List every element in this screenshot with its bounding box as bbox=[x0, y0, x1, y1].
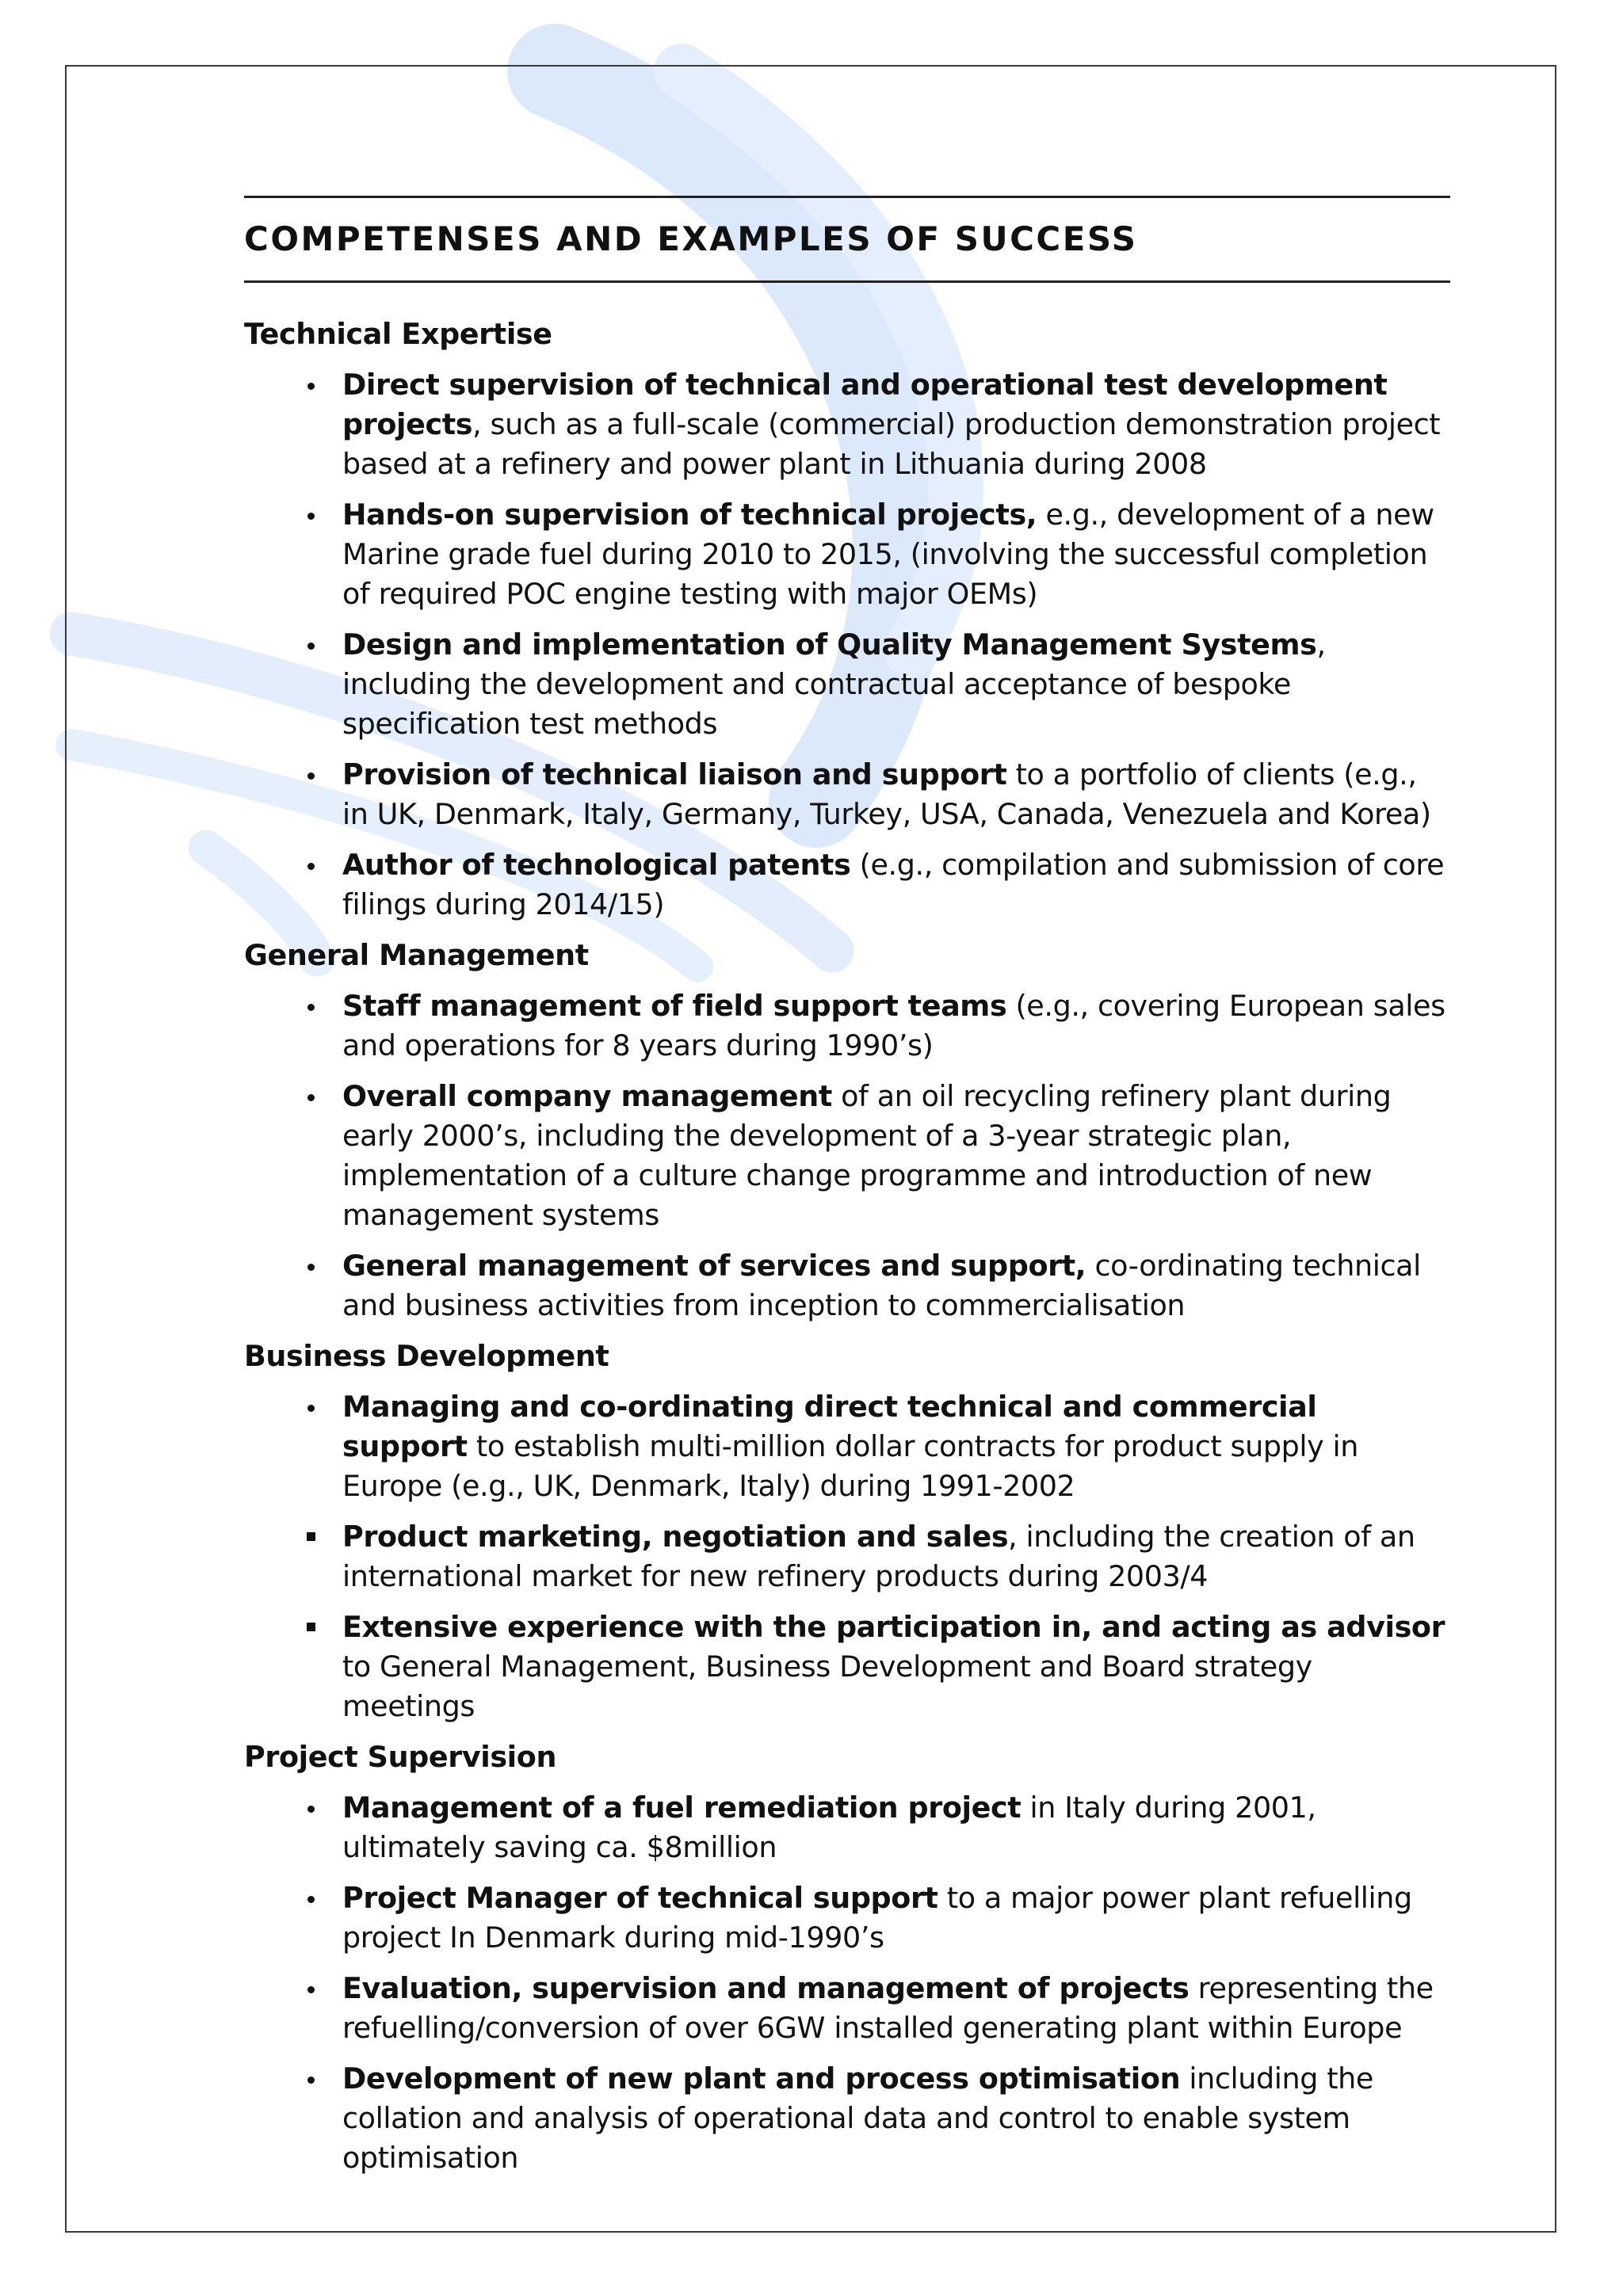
item-emphasis: Provision of technical liaison and support bbox=[342, 757, 1007, 791]
item-emphasis: Product marketing, negotiation and sales bbox=[342, 1520, 1009, 1554]
item-text: e.g., development of a new Marine grade fuel during 2010 to 2015, (involving the successful completion of required POC engine testing with major OEMs) bbox=[342, 498, 1434, 611]
list-item bbox=[244, 1608, 1450, 1726]
section-title: Business Development bbox=[244, 1339, 609, 1373]
item-text: to a portfolio of clients (e.g., in UK, Denmark, Italy, Germany, Turkey, USA, Canada, Venezuela and Korea) bbox=[342, 757, 1431, 831]
bullet-list bbox=[244, 986, 1450, 1325]
section-title: General Management bbox=[244, 938, 589, 972]
list-item bbox=[244, 495, 1450, 614]
list-item bbox=[244, 1969, 1450, 2048]
item-text: to General Management, Business Development and Board strategy meetings bbox=[342, 1650, 1312, 1723]
item-text: to establish multi-million dollar contracts for product supply in Europe (e.g., UK, Denmark, Italy) during 1991-2002 bbox=[342, 1429, 1358, 1503]
item-emphasis: Design and implementation of Quality Management Systems bbox=[342, 627, 1317, 662]
item-emphasis: Hands-on supervision of technical projects, bbox=[342, 498, 1037, 532]
document-body bbox=[244, 196, 1450, 2178]
item-text: , including the development and contractual acceptance of bespoke specification test methods bbox=[342, 627, 1326, 741]
list-item bbox=[244, 365, 1450, 484]
list-item bbox=[244, 1878, 1450, 1958]
item-emphasis: Direct supervision of technical and operational test development projects bbox=[342, 368, 1388, 441]
item-emphasis: Development of new plant and process optimisation bbox=[342, 2061, 1181, 2096]
item-emphasis: Author of technological patents bbox=[342, 848, 851, 882]
item-emphasis: Staff management of field support teams bbox=[342, 989, 1007, 1023]
section-title: Technical Expertise bbox=[244, 317, 552, 351]
item-text: co-ordinating technical and business activities from inception to commercialisation bbox=[342, 1249, 1421, 1322]
item-emphasis: Managing and co-ordinating direct technical and commercial support bbox=[342, 1390, 1317, 1463]
item-emphasis: Overall company management bbox=[342, 1079, 832, 1113]
list-item bbox=[244, 755, 1450, 834]
sections-container bbox=[244, 315, 1450, 2178]
list-item bbox=[244, 1246, 1450, 1325]
item-emphasis: General management of services and support, bbox=[342, 1249, 1086, 1283]
list-item bbox=[244, 1387, 1450, 1506]
item-text: representing the refuelling/conversion of over 6GW installed generating plant within Europe bbox=[342, 1971, 1434, 2045]
item-text: (e.g., covering European sales and operations for 8 years during 1990’s) bbox=[342, 989, 1445, 1062]
heading-bottom-rule bbox=[244, 280, 1450, 283]
list-item bbox=[244, 986, 1450, 1066]
item-emphasis: Extensive experience with the participation in, and acting as advisor bbox=[342, 1610, 1445, 1644]
page-title: COMPETENSES AND EXAMPLES OF SUCCESS bbox=[244, 219, 1138, 258]
bullet-list bbox=[244, 1387, 1450, 1726]
item-text: , including the creation of an international market for new refinery products during 2003/4 bbox=[342, 1520, 1415, 1593]
item-text: in Italy during 2001, ultimately saving ca. $8million bbox=[342, 1791, 1316, 1864]
bullet-list bbox=[244, 365, 1450, 925]
item-emphasis: Management of a fuel remediation project bbox=[342, 1791, 1022, 1825]
list-item bbox=[244, 845, 1450, 925]
list-item bbox=[244, 625, 1450, 744]
item-text: to a major power plant refuelling project In Denmark during mid-1990’s bbox=[342, 1881, 1412, 1955]
list-item bbox=[244, 2059, 1450, 2178]
section-title: Project Supervision bbox=[244, 1740, 557, 1774]
item-text: including the collation and analysis of operational data and control to enable system optimisation bbox=[342, 2061, 1373, 2175]
item-text: (e.g., compilation and submission of core filings during 2014/15) bbox=[342, 848, 1445, 921]
item-emphasis: Evaluation, supervision and management of projects bbox=[342, 1971, 1190, 2005]
list-item bbox=[244, 1788, 1450, 1867]
list-item bbox=[244, 1077, 1450, 1235]
bullet-list bbox=[244, 1788, 1450, 2178]
item-text: , such as a full-scale (commercial) production demonstration project based at a refinery and power plant in Lithuania during 2008 bbox=[342, 407, 1441, 481]
list-item bbox=[244, 1517, 1450, 1596]
item-text: of an oil recycling refinery plant during early 2000’s, including the development of a 3-year strategic plan, implementation of a culture change programme and introduction of new management systems bbox=[342, 1079, 1392, 1232]
item-emphasis: Project Manager of technical support bbox=[342, 1881, 938, 1915]
